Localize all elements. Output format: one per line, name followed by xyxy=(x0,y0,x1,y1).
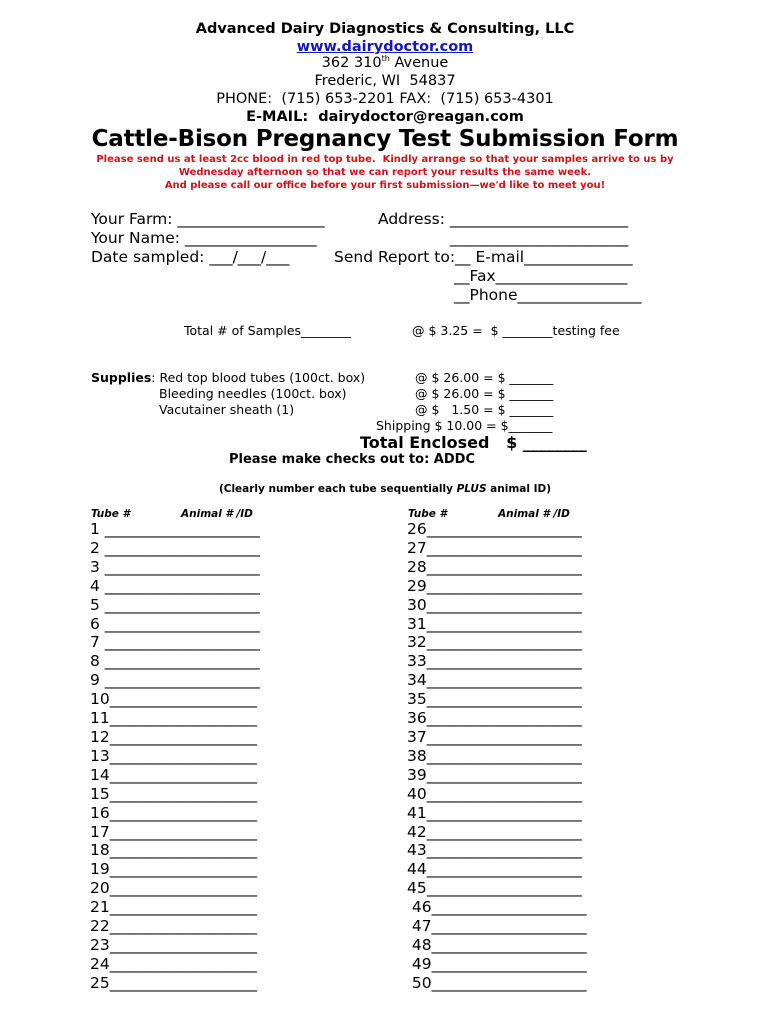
tube-entry-line[interactable]: 26____________________ xyxy=(407,520,582,538)
city-address: Frederic, WI 54837 xyxy=(314,73,456,89)
total-enclosed[interactable]: Total Enclosed $ ________ xyxy=(360,433,587,452)
tube-entry-line[interactable]: 30____________________ xyxy=(407,595,582,614)
tube-list-right xyxy=(407,520,587,993)
supplies-row-1: Supplies: Red top blood tubes (100ct. box) xyxy=(91,370,366,385)
tube-entry-line[interactable]: 2 ____________________ xyxy=(90,538,260,557)
tube-entry-line[interactable]: 46____________________ xyxy=(407,898,587,917)
total-samples[interactable]: Total # of Samples________ xyxy=(184,323,352,338)
tube-entry-line[interactable]: 37____________________ xyxy=(407,727,582,746)
tube-entry-line[interactable]: 33____________________ xyxy=(407,652,582,671)
tube-entry-line[interactable]: 45____________________ xyxy=(407,879,582,898)
tube-entry-line[interactable]: 6 ____________________ xyxy=(90,614,260,633)
notice-line-1: Please send us at least 2cc blood in red top tube. Kindly arrange so that your samples arrive to us by xyxy=(96,154,674,165)
tube-entry-line[interactable]: 36____________________ xyxy=(407,709,582,728)
tube-entry-line[interactable]: 38____________________ xyxy=(407,746,582,765)
tube-entry-line[interactable]: 32____________________ xyxy=(407,633,582,652)
email: E-MAIL: dairydoctor@reagan.com xyxy=(246,109,524,125)
tube-entry-line[interactable]: 50____________________ xyxy=(407,973,587,992)
date-field[interactable]: Date sampled: ___/___/___ xyxy=(91,248,290,266)
supplies-label: Supplies xyxy=(91,370,152,385)
left-animal-header: Animal # /ID xyxy=(181,508,253,520)
right-tube-header: Tube # xyxy=(408,508,447,520)
tube-entry-line[interactable]: 40____________________ xyxy=(407,784,582,803)
tube-entry-line[interactable]: 35____________________ xyxy=(407,690,582,709)
send-report-fax[interactable]: __Fax_________________ xyxy=(454,267,628,285)
tube-entry-line[interactable]: 29____________________ xyxy=(407,576,582,595)
tube-entry-line[interactable]: 31____________________ xyxy=(407,614,582,633)
checks-payable: Please make checks out to: ADDC xyxy=(229,452,475,467)
phone-fax: PHONE: (715) 653-2201 FAX: (715) 653-4301 xyxy=(216,91,554,107)
tube-entry-line[interactable]: 10___________________ xyxy=(90,690,257,709)
tube-entry-line[interactable]: 39____________________ xyxy=(407,765,582,784)
tube-entry-line[interactable]: 9 ____________________ xyxy=(90,671,260,690)
company-name: Advanced Dairy Diagnostics & Consulting, LLC xyxy=(195,21,575,37)
farm-field[interactable]: Your Farm: ___________________ xyxy=(91,210,325,228)
supplies-row-3: Vacutainer sheath (1) xyxy=(159,402,295,417)
tube-entry-line[interactable]: 21___________________ xyxy=(90,898,257,917)
tube-entry-line[interactable]: 14___________________ xyxy=(90,765,257,784)
street-address: 362 310th Avenue xyxy=(321,54,449,71)
tube-entry-line[interactable]: 18___________________ xyxy=(90,841,257,860)
numbering-instruction: (Clearly number each tube sequentially PLUS animal ID) xyxy=(218,483,552,495)
tube-entry-line[interactable]: 11___________________ xyxy=(90,709,257,728)
tube-entry-line[interactable]: 49____________________ xyxy=(407,954,587,973)
tube-entry-line[interactable]: 48____________________ xyxy=(407,935,587,954)
form-title: Cattle-Bison Pregnancy Test Submission Form xyxy=(91,126,679,152)
tube-entry-line[interactable]: 1 ____________________ xyxy=(90,520,260,538)
tube-entry-line[interactable]: 20___________________ xyxy=(90,879,257,898)
tube-entry-line[interactable]: 12___________________ xyxy=(90,727,257,746)
tube-entry-line[interactable]: 28____________________ xyxy=(407,557,582,576)
tube-entry-line[interactable]: 23___________________ xyxy=(90,935,257,954)
tube-entry-line[interactable]: 4 ____________________ xyxy=(90,576,260,595)
tube-entry-line[interactable]: 43____________________ xyxy=(407,841,582,860)
tube-entry-line[interactable]: 24___________________ xyxy=(90,954,257,973)
tube-entry-line[interactable]: 7 ____________________ xyxy=(90,633,260,652)
tube-entry-line[interactable]: 34____________________ xyxy=(407,671,582,690)
notice-line-2: Wednesday afternoon so that we can report your results the same week. xyxy=(178,167,592,178)
supplies-price-3[interactable]: @ $ 1.50 = $ _______ xyxy=(415,402,554,417)
tube-entry-line[interactable]: 19___________________ xyxy=(90,860,257,879)
shipping-fee[interactable]: Shipping $ 10.00 = $_______ xyxy=(376,418,553,433)
tube-list-left xyxy=(90,520,260,993)
tube-entry-line[interactable]: 27____________________ xyxy=(407,538,582,557)
send-report-phone[interactable]: __Phone________________ xyxy=(454,286,642,304)
address-field-1[interactable]: Address: _______________________ xyxy=(378,210,629,228)
testing-fee[interactable]: @ $ 3.25 = $ ________testing fee xyxy=(412,323,620,338)
address-field-2[interactable]: _______________________ xyxy=(450,229,629,247)
notice-line-3: And please call our office before your first submission—we'd like to meet you! xyxy=(164,180,606,191)
website-link-text[interactable]: www.dairydoctor.com xyxy=(296,39,474,55)
tube-entry-line[interactable]: 8 ____________________ xyxy=(90,652,260,671)
tube-entry-line[interactable]: 17___________________ xyxy=(90,822,257,841)
name-field[interactable]: Your Name: _________________ xyxy=(91,229,317,247)
supplies-row-2: Bleeding needles (100ct. box) xyxy=(159,386,347,401)
tube-entry-line[interactable]: 25___________________ xyxy=(90,973,257,992)
supplies-price-2[interactable]: @ $ 26.00 = $ _______ xyxy=(415,386,554,401)
tube-entry-line[interactable]: 3 ____________________ xyxy=(90,557,260,576)
tube-entry-line[interactable]: 41____________________ xyxy=(407,803,582,822)
right-animal-header: Animal # /ID xyxy=(498,508,570,520)
tube-entry-line[interactable]: 44____________________ xyxy=(407,860,582,879)
send-report-email[interactable]: Send Report to:__ E-mail______________ xyxy=(334,248,633,266)
tube-entry-line[interactable]: 16___________________ xyxy=(90,803,257,822)
tube-entry-line[interactable]: 22___________________ xyxy=(90,917,257,936)
tube-entry-line[interactable]: 13___________________ xyxy=(90,746,257,765)
left-tube-header: Tube # xyxy=(91,508,130,520)
supplies-price-1[interactable]: @ $ 26.00 = $ _______ xyxy=(415,370,554,385)
tube-entry-line[interactable]: 47____________________ xyxy=(407,917,587,936)
tube-entry-line[interactable]: 15___________________ xyxy=(90,784,257,803)
tube-entry-line[interactable]: 5 ____________________ xyxy=(90,595,260,614)
tube-entry-line[interactable]: 42____________________ xyxy=(407,822,582,841)
